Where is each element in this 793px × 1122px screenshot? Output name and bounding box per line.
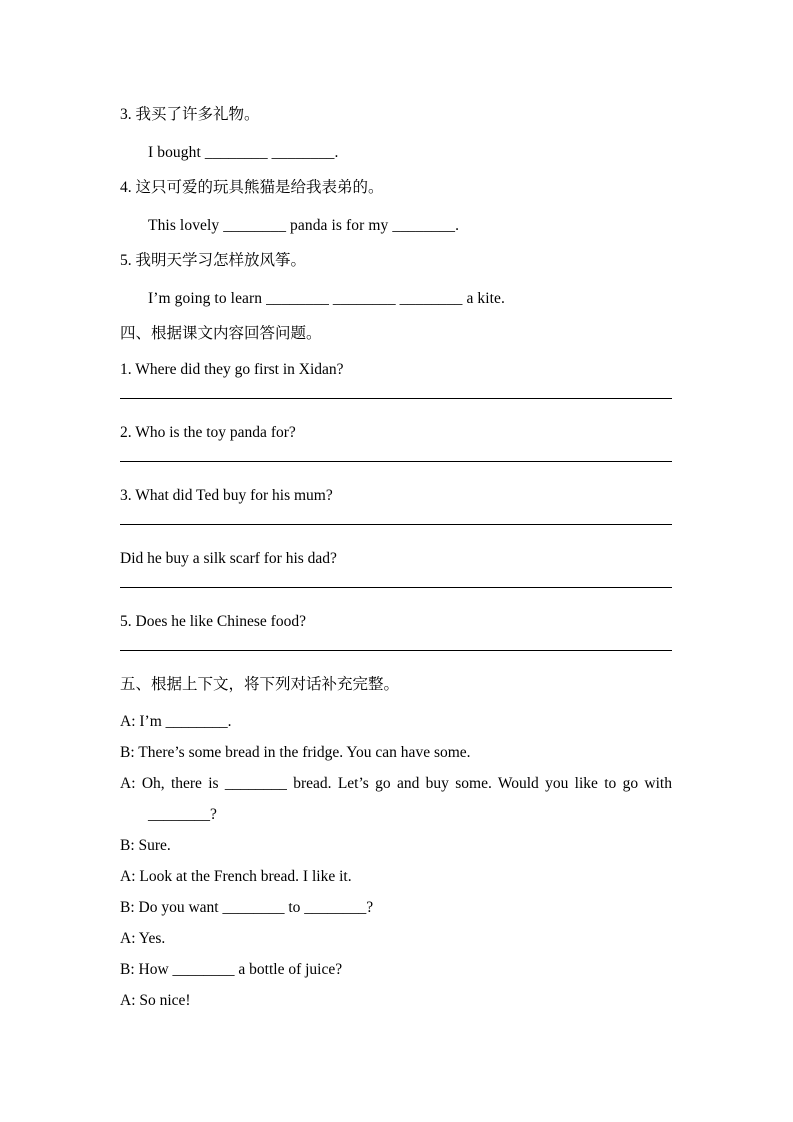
dialogue-line: A: Look at the French bread. I like it. [120,868,352,885]
chinese-sentence: 3. 我买了许多礼物。 [120,106,260,123]
dialogue-line: A: Oh, there is ________ bread. Let’s go and buy some. Would you like to go with [120,775,672,792]
english-fill-blank: I bought ________ ________. [148,144,339,161]
question-text: 3. What did Ted buy for his mum? [120,487,333,504]
question-text: 2. Who is the toy panda for? [120,424,296,441]
qa-item [120,362,672,399]
qa-item [120,425,672,462]
dialogue-line: B: There’s some bread in the fridge. You can have some. [120,744,471,761]
translation-item [120,253,672,307]
dialogue-line: B: How ________ a bottle of juice? [120,961,343,978]
question-text: 1. Where did they go first in Xidan? [120,361,344,378]
qa-item [120,488,672,525]
dialogue-line: A: Yes. [120,930,166,947]
english-fill-blank: This lovely ________ panda is for my ________. [148,217,460,234]
answer-line [120,398,672,399]
answer-line [120,524,672,525]
question-text: Did he buy a silk scarf for his dad? [120,550,337,567]
dialogue-line: A: I’m ________. [120,713,232,730]
section-heading-4: 四、根据课文内容回答问题。 [120,325,322,342]
answer-line [120,461,672,462]
answer-line [120,587,672,588]
english-fill-blank: I’m going to learn ________ ________ ________ a kite. [148,290,506,307]
section-heading-5: 五、根据上下文，将下列对话补充完整。 [120,676,400,693]
dialogue-line: A: So nice! [120,992,191,1009]
dialogue-line: B: Sure. [120,837,171,854]
qa-item [120,551,672,588]
translation-section [120,107,672,307]
translation-item [120,107,672,161]
chinese-sentence: 4. 这只可爱的玩具熊猫是给我表弟的。 [120,179,384,196]
comprehension-section [120,326,672,651]
dialogue-line: B: Do you want ________ to ________? [120,899,374,916]
dialogue-line-continuation: ________? [148,806,217,823]
chinese-sentence: 5. 我明天学习怎样放风筝。 [120,252,307,269]
answer-line [120,650,672,651]
qa-item [120,614,672,651]
translation-item [120,180,672,234]
question-text: 5. Does he like Chinese food? [120,613,306,630]
dialogue-section [120,677,672,1009]
